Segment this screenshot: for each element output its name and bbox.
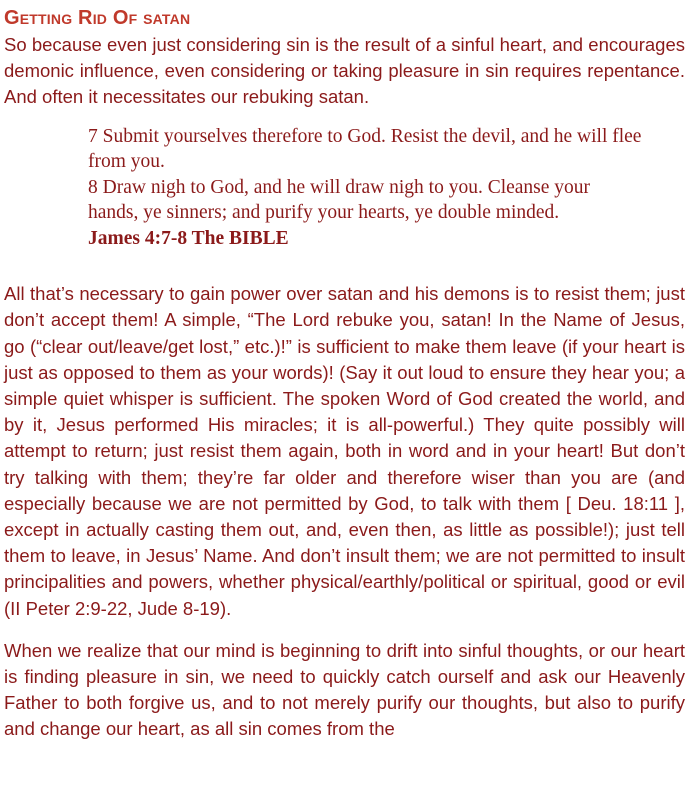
body-paragraph-repentance: When we realize that our mind is beginning to drift into sinful thoughts, or our heart is finding pleasure in sin, we need to quickly catch ourself and ask our Heavenly Father to both forgive us, and to not merely purify our thoughts, but also to purify and change our heart, as all sin comes from the — [4, 639, 685, 740]
verse-8: 8 Draw nigh to God, and he will draw nigh to you. Cleanse your hands, ye sinners; and purify your hearts, ye double minded. — [88, 176, 591, 224]
section-heading: Getting Rid Of satan — [4, 7, 191, 29]
scripture-quote — [88, 124, 644, 252]
intro-paragraph: So because even just considering sin is the result of a sinful heart, and encourages demonic influence, even considering or taking pleasure in sin requires repentance. And often it necessitates our rebuking satan. — [4, 34, 685, 108]
scripture-citation: James 4:7-8 The BIBLE — [88, 227, 289, 249]
verse-7: 7 Submit yourselves therefore to God. Resist the devil, and he will flee from you. — [88, 125, 642, 173]
body-paragraph-resist: All that’s necessary to gain power over satan and his demons is to resist them; just don’t accept them! A simple, “The Lord rebuke you, satan! In the Name of Jesus, go (“clear out/leave/get lost,” etc.)!” is sufficient to make them leave (if your heart is just as opposed to them as your words)! (Say it out loud to ensure they hear you; a simple quiet whisper is sufficient. The spoken Word of God created the world, and by it, Jesus performed His miracles; it is all-powerful.) They quite possibly will attempt to return; just resist them again, both in word and in your heart! But don’t try talking with them; they’re far older and therefore wiser than you are (and especially because we are not permitted by God, to talk with them [ Deu. 18:11 ], except in actually casting them out, and, even then, as little as possible!); just tell them to leave, in Jesus’ Name. And don’t insult them; we are not permitted to insult principalities and powers, whether physical/earthly/political or spiritual, good or evil (II Peter 2:9-22, Jude 8-19). — [4, 283, 685, 619]
document-page — [4, 0, 685, 743]
